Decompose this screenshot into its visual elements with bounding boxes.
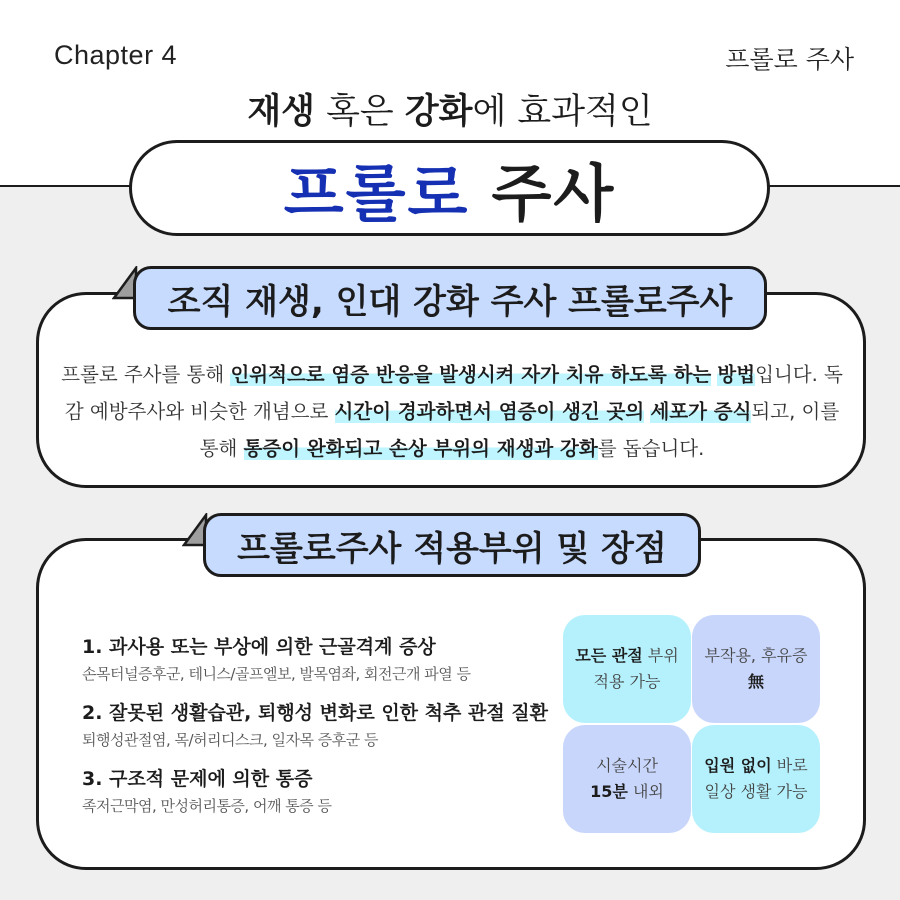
benefit-no-hospitalization	[692, 725, 820, 833]
benefit-no-side-effects	[692, 615, 820, 723]
subtitle-text-4: 에 효과적인	[472, 92, 653, 132]
topic-label: 프롤로 주사	[725, 45, 854, 74]
subtitle-bold-1: 재생	[247, 92, 315, 132]
list-item-detail: 족저근막염, 만성허리통증, 어깨 통증 등	[82, 797, 332, 815]
indication-list	[82, 632, 552, 830]
subtitle-text-2: 혹은	[314, 92, 405, 132]
benefit-line	[590, 779, 664, 805]
list-item-detail: 손목터널증후군, 테니스/골프엘보, 발목염좌, 회전근개 파열 등	[82, 665, 471, 683]
subtitle-bold-3: 강화	[404, 92, 473, 132]
highlighted-text: 시간이 경과하면서 염증이 생긴 곳의	[334, 400, 645, 423]
benefit-bold: 15분	[590, 782, 628, 801]
title-rest: 주사	[491, 156, 616, 230]
benefit-text: 내외	[627, 782, 664, 801]
benefit-bold: 입원 없이	[704, 756, 772, 775]
list-item	[82, 698, 552, 750]
title-accent: 프롤로	[283, 156, 470, 230]
list-item-detail: 퇴행성관절염, 목/허리디스크, 일자목 증후군 등	[82, 731, 378, 749]
highlighted-text: 통증이 완화되고 손상 부위의 재생과 강화	[243, 437, 598, 460]
body-text-segment: 를 돕습니다.	[597, 437, 705, 460]
benefit-line: 부작용, 후유증	[704, 646, 808, 665]
benefit-line	[748, 669, 764, 695]
benefit-line: 시술시간	[596, 756, 658, 775]
body-text-segment: 프롤로 주사를 통해	[61, 363, 231, 386]
body-text-segment: 되고, 이를 통해	[199, 400, 840, 460]
list-item	[82, 632, 552, 684]
highlighted-text: 방법	[717, 363, 756, 386]
highlighted-text: 인위적으로 염증 반응을 발생시켜 자가 치유 하도록 하는	[230, 363, 712, 386]
body-text-segment: 입니다. 독감 예방주사와 비슷한 개념으로	[64, 363, 843, 423]
benefit-bold: 모든 관절	[575, 646, 643, 665]
list-item	[82, 764, 552, 816]
benefit-line: 일상 생활 가능	[704, 782, 808, 801]
benefit-bold: 無	[747, 672, 764, 691]
list-item-title: 2. 잘못된 생활습관, 퇴행성 변화로 인한 척추 관절 질환	[82, 702, 549, 724]
section2-tab: 프롤로주사 적용부위 및 장점	[203, 513, 701, 577]
list-item-title: 3. 구조적 문제에 의한 통증	[82, 768, 313, 790]
section1-tab: 조직 재생, 인대 강화 주사 프롤로주사	[133, 266, 767, 330]
benefit-all-joints	[563, 615, 691, 723]
subtitle	[0, 84, 900, 134]
benefit-procedure-time	[563, 725, 691, 833]
benefit-line	[575, 643, 678, 669]
list-item-title: 1. 과사용 또는 부상에 의한 근골격계 증상	[82, 636, 436, 658]
benefit-line: 적용 가능	[593, 672, 661, 691]
benefit-text: 바로	[771, 756, 808, 775]
benefit-text: 부위	[642, 646, 679, 665]
chapter-label: Chapter 4	[54, 40, 178, 70]
benefit-line	[704, 753, 807, 779]
intro-text	[56, 356, 848, 467]
highlighted-text: 세포가 증식	[650, 400, 752, 423]
main-title	[129, 140, 770, 236]
